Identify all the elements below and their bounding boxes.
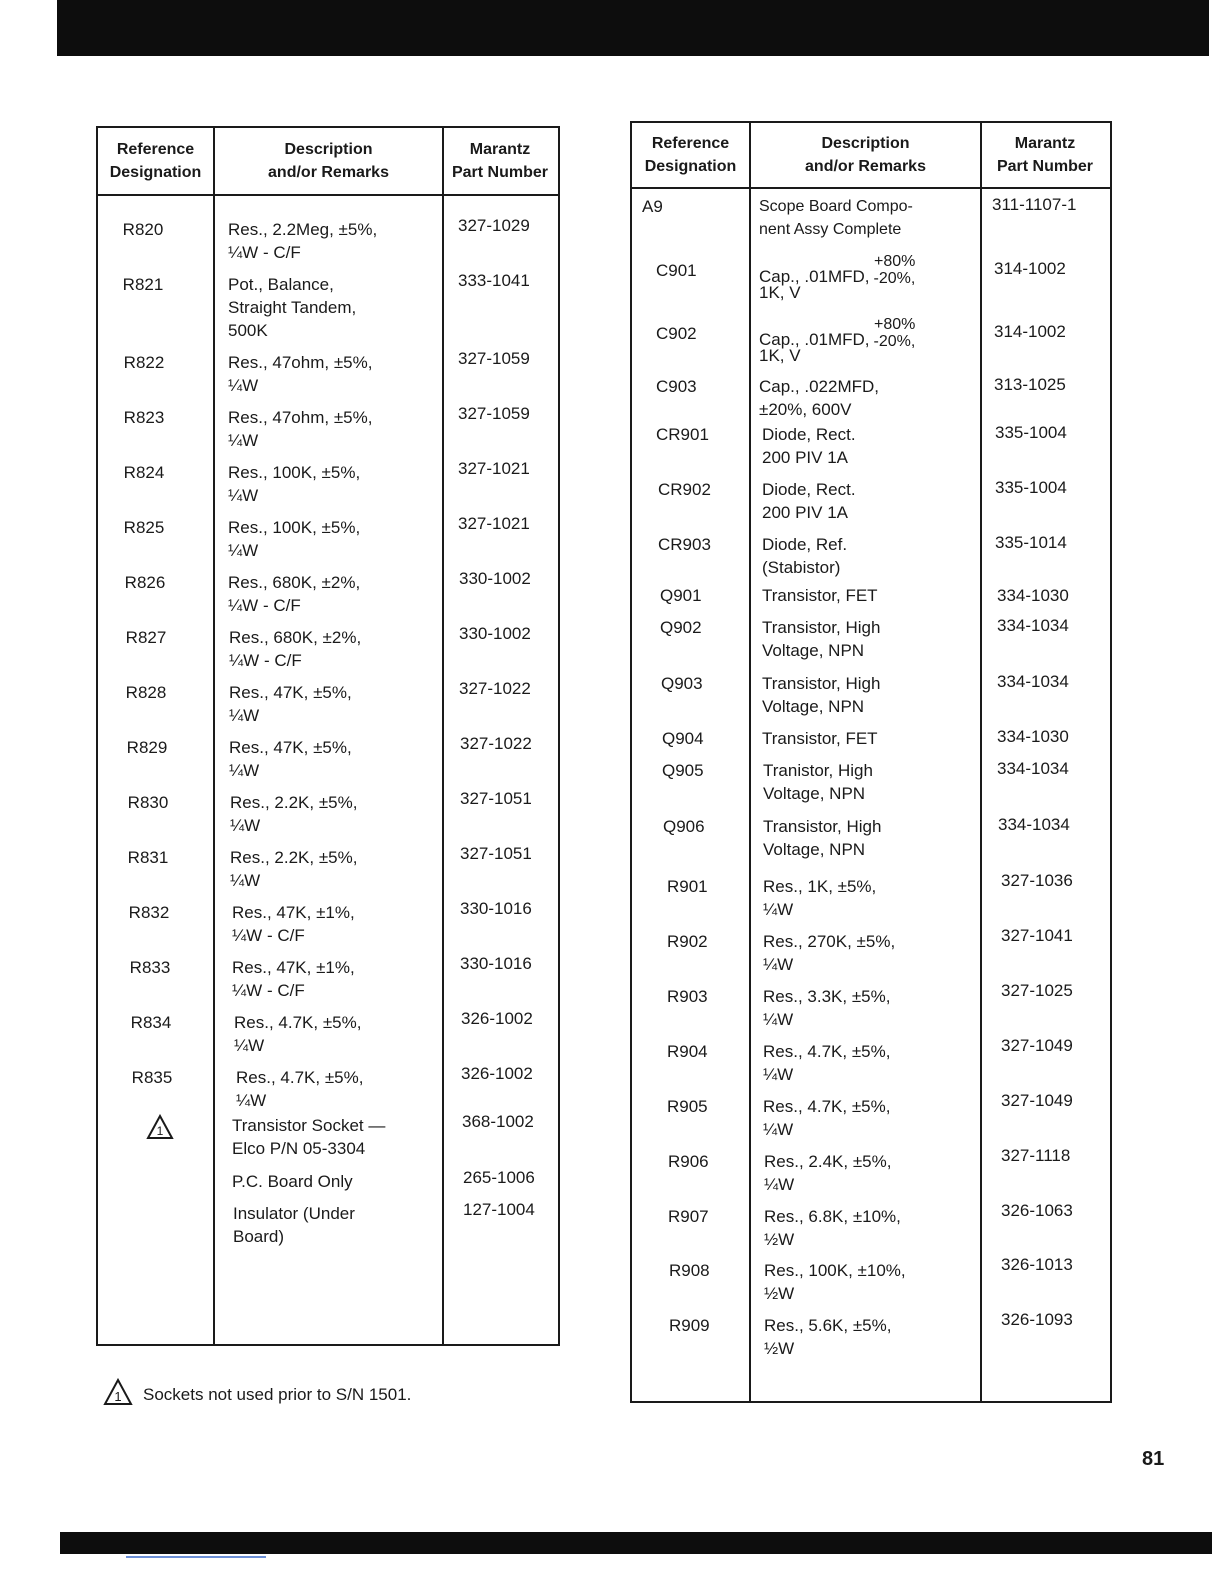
header-description: Description and/or Remarks — [268, 141, 389, 181]
ref-cell: R908 — [669, 1261, 710, 1280]
desc-cell: Diode, Rect. 200 PIV 1A — [762, 425, 856, 467]
header-divider — [632, 187, 1110, 189]
ref-cell: R820 — [122, 220, 164, 239]
ref-cell: R903 — [667, 987, 708, 1006]
desc-cell: Insulator (Under Board) — [233, 1204, 355, 1246]
part-cell: 127-1004 — [463, 1200, 535, 1219]
desc-cell: Tranistor, High Voltage, NPN — [763, 761, 873, 803]
ref-cell: R906 — [668, 1152, 709, 1171]
desc-cell: Res., 680K, ±2%, ¼W - C/F — [228, 573, 361, 615]
part-cell: 334-1034 — [997, 616, 1069, 635]
part-cell: 334-1030 — [997, 727, 1069, 746]
part-cell: 327-1051 — [460, 844, 532, 863]
part-cell: 330-1002 — [459, 624, 531, 643]
part-cell: 368-1002 — [462, 1112, 534, 1131]
desc-cell: Pot., Balance, Straight Tandem, 500K — [228, 275, 357, 340]
desc-cell: Res., 47K, ±1%, ¼W - C/F — [232, 958, 355, 1000]
part-cell: 326-1002 — [461, 1064, 533, 1083]
desc-cell: Diode, Rect. 200 PIV 1A — [762, 480, 856, 522]
desc-cell: Cap., .022MFD, ±20%, 600V — [759, 377, 879, 419]
ref-cell: R827 — [125, 628, 167, 647]
tolerance-fraction: +80% -20%, — [873, 253, 916, 287]
desc-cell: Cap., .01MFD, +80% -20%, 1K, V — [759, 316, 916, 365]
ref-cell: R831 — [127, 848, 169, 867]
part-cell: 327-1049 — [1001, 1091, 1073, 1110]
part-cell: 333-1041 — [458, 271, 530, 290]
ref-cell: CR902 — [658, 480, 711, 499]
bottom-black-bar — [60, 1532, 1212, 1554]
column-divider — [442, 128, 444, 1344]
footnote — [103, 1378, 411, 1411]
desc-cell: Res., 680K, ±2%, ¼W - C/F — [229, 628, 362, 670]
ref-cell: R835 — [131, 1068, 173, 1087]
ref-cell: R824 — [123, 463, 165, 482]
part-cell: 327-1029 — [458, 216, 530, 235]
part-cell: 311-1107-1 — [992, 195, 1077, 214]
ref-cell: R907 — [668, 1207, 709, 1226]
ref-cell: C901 — [656, 261, 697, 280]
svg-text:1: 1 — [156, 1124, 164, 1138]
ref-cell: R823 — [123, 408, 165, 427]
desc-cell: Res., 2.2K, ±5%, ¼W — [230, 848, 358, 890]
desc-cell: Scope Board Compo- nent Assy Complete — [759, 198, 913, 238]
desc-cell: Transistor, High Voltage, NPN — [762, 674, 881, 716]
footnote-text: Sockets not used prior to S/N 1501. — [143, 1384, 412, 1404]
ref-cell: C903 — [656, 377, 697, 396]
top-black-bar — [57, 0, 1209, 56]
part-cell: 330-1016 — [460, 899, 532, 918]
desc-cell: Res., 47ohm, ±5%, ¼W — [228, 353, 373, 395]
tolerance-fraction: +80% -20%, — [873, 316, 916, 350]
part-cell: 326-1093 — [1001, 1310, 1073, 1329]
desc-cell: Res., 100K, ±10%, ½W — [764, 1261, 906, 1303]
part-cell: 334-1030 — [997, 586, 1069, 605]
ref-cell: R829 — [126, 738, 168, 757]
ref-cell: R834 — [130, 1013, 172, 1032]
desc-cell: Res., 4.7K, ±5%, ¼W — [236, 1068, 364, 1110]
part-cell: 327-1036 — [1001, 871, 1073, 890]
desc-cell: Transistor Socket — Elco P/N 05-3304 — [232, 1116, 386, 1158]
ref-cell: Q905 — [662, 761, 704, 780]
note-marker-icon — [145, 1114, 175, 1146]
desc-cell: Res., 100K, ±5%, ¼W — [228, 518, 361, 560]
part-cell: 265-1006 — [463, 1168, 535, 1187]
part-cell: 327-1021 — [458, 514, 530, 533]
ref-cell: Q906 — [663, 817, 705, 836]
header-part-number: Marantz Part Number — [996, 135, 1094, 175]
part-cell: 334-1034 — [997, 759, 1069, 778]
ref-cell: R826 — [124, 573, 166, 592]
svg-text:1: 1 — [114, 1389, 122, 1404]
column-divider — [749, 123, 751, 1401]
ref-cell: R830 — [127, 793, 169, 812]
desc-cell: Res., 4.7K, ±5%, ¼W — [234, 1013, 362, 1055]
ref-cell: Q904 — [662, 729, 704, 748]
part-cell: 327-1059 — [458, 349, 530, 368]
header-part-number: Marantz Part Number — [451, 141, 549, 181]
desc-cell: Res., 4.7K, ±5%, ¼W — [763, 1097, 891, 1139]
ref-cell: R902 — [667, 932, 708, 951]
header-divider — [98, 194, 558, 196]
ref-cell: Q903 — [661, 674, 703, 693]
part-cell: 326-1063 — [1001, 1201, 1073, 1220]
part-cell: 327-1025 — [1001, 981, 1073, 1000]
desc-cell: Res., 47K, ±1%, ¼W - C/F — [232, 903, 355, 945]
desc-cell: Res., 5.6K, ±5%, ½W — [764, 1316, 892, 1358]
part-cell: 335-1014 — [995, 533, 1067, 552]
desc-cell: Res., 4.7K, ±5%, ¼W — [763, 1042, 891, 1084]
ref-cell: R828 — [125, 683, 167, 702]
desc-cell: Res., 2.2Meg, ±5%, ¼W - C/F — [228, 220, 378, 262]
part-cell: 330-1016 — [460, 954, 532, 973]
note-marker-icon — [103, 1378, 133, 1411]
ref-cell: R821 — [122, 275, 164, 294]
part-cell: 335-1004 — [995, 423, 1067, 442]
part-cell: 327-1021 — [458, 459, 530, 478]
ref-cell: R909 — [669, 1316, 710, 1335]
header-description: Description and/or Remarks — [805, 135, 926, 175]
part-cell: 327-1022 — [460, 734, 532, 753]
desc-cell: Res., 100K, ±5%, ¼W — [228, 463, 361, 505]
ref-cell: R832 — [128, 903, 170, 922]
part-cell: 327-1051 — [460, 789, 532, 808]
desc-cell: Transistor, High Voltage, NPN — [763, 817, 882, 859]
part-cell: 327-1059 — [458, 404, 530, 423]
ref-cell: R833 — [129, 958, 171, 977]
part-cell: 313-1025 — [994, 375, 1066, 394]
desc-cell: Res., 2.2K, ±5%, ¼W — [230, 793, 358, 835]
desc-cell: Res., 47K, ±5%, ¼W — [229, 738, 352, 780]
column-divider — [980, 123, 982, 1401]
part-cell: 314-1002 — [994, 322, 1066, 341]
part-cell: 327-1022 — [459, 679, 531, 698]
desc-cell: Res., 1K, ±5%, ¼W — [763, 877, 877, 919]
part-cell: 314-1002 — [994, 259, 1066, 278]
desc-cell: P.C. Board Only — [232, 1172, 353, 1191]
ref-cell: CR903 — [658, 535, 711, 554]
desc-cell: Transistor, High Voltage, NPN — [762, 618, 881, 660]
ref-cell: R904 — [667, 1042, 708, 1061]
ref-cell: R905 — [667, 1097, 708, 1116]
part-cell: 334-1034 — [997, 672, 1069, 691]
ref-cell: R901 — [667, 877, 708, 896]
part-cell: 326-1002 — [461, 1009, 533, 1028]
desc-cell: Transistor, FET — [762, 586, 878, 605]
right-parts-table — [630, 121, 1112, 1403]
desc-cell: Res., 47ohm, ±5%, ¼W — [228, 408, 373, 450]
desc-cell: Res., 2.4K, ±5%, ¼W — [764, 1152, 892, 1194]
header-reference: Reference Designation — [109, 141, 202, 181]
ref-cell: R822 — [123, 353, 165, 372]
part-cell: 334-1034 — [998, 815, 1070, 834]
part-cell: 335-1004 — [995, 478, 1067, 497]
desc-cell: Res., 270K, ±5%, ¼W — [763, 932, 896, 974]
desc-cell: Res., 6.8K, ±10%, ½W — [764, 1207, 901, 1249]
desc-cell: Transistor, FET — [762, 729, 878, 748]
column-divider — [213, 128, 215, 1344]
header-reference: Reference Designation — [644, 135, 737, 175]
ref-cell: Q902 — [660, 618, 702, 637]
ref-cell: C902 — [656, 324, 697, 343]
desc-cell: Res., 47K, ±5%, ¼W — [229, 683, 352, 725]
desc-cell: Res., 3.3K, ±5%, ¼W — [763, 987, 891, 1029]
part-cell: 327-1049 — [1001, 1036, 1073, 1055]
ref-cell: Q901 — [660, 586, 702, 605]
desc-cell: Cap., .01MFD, +80% -20%, 1K, V — [759, 253, 916, 302]
left-parts-table — [96, 126, 560, 1346]
ref-cell: R825 — [123, 518, 165, 537]
part-cell: 327-1041 — [1001, 926, 1073, 945]
part-cell: 326-1013 — [1001, 1255, 1073, 1274]
ref-cell: A9 — [642, 197, 663, 216]
bottom-accent-line — [126, 1556, 266, 1558]
page-number: 81 — [1142, 1448, 1165, 1470]
part-cell: 327-1118 — [1001, 1146, 1071, 1165]
part-cell: 330-1002 — [459, 569, 531, 588]
desc-cell: Diode, Ref. (Stabistor) — [762, 535, 848, 577]
ref-cell: CR901 — [656, 425, 709, 444]
